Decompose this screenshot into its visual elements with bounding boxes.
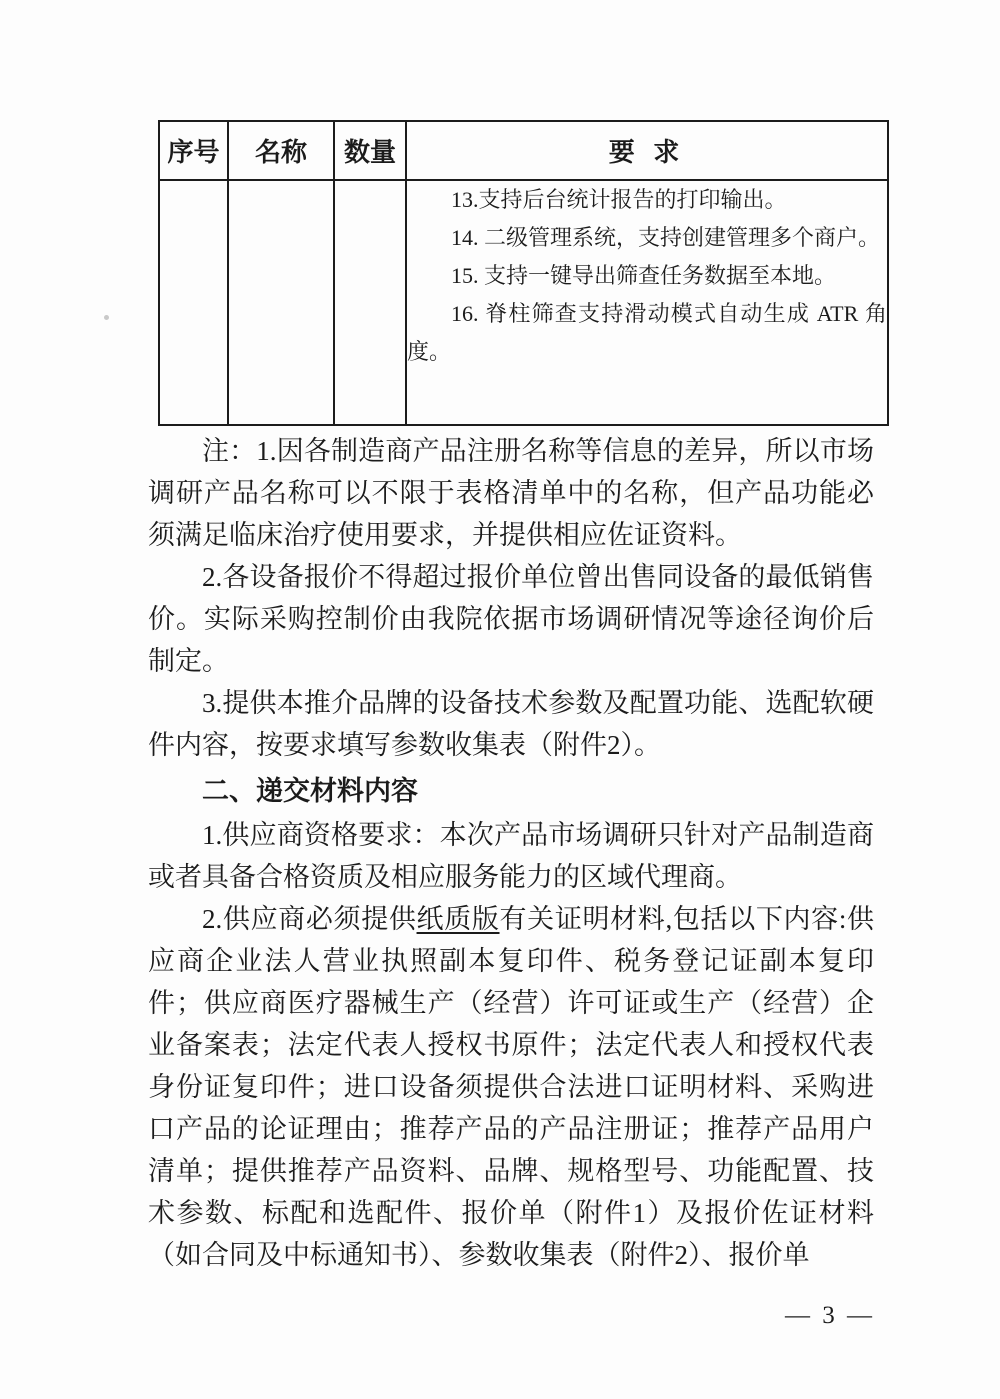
- supplier-materials-text-before: 2.供应商必须提供: [202, 904, 417, 934]
- note-paragraph-2: 2.各设备报价不得超过报价单位曾出售同设备的最低销售价。实际采购控制价由我院依据市场调研情况等途径询价后制定。: [148, 562, 874, 676]
- col-header-requirements: 要 求: [406, 121, 888, 180]
- document-body: [148, 430, 874, 1276]
- cell-qty: [334, 180, 406, 425]
- note-paragraph-3: 3.提供本推介品牌的设备技术参数及配置功能、选配软硬件内容，按要求填写参数收集表（附件2）。: [148, 688, 874, 760]
- supplier-materials-text-after: 有关证明材料,包括以下内容:供应商企业法人营业执照副本复印件、税务登记证副本复印件；供应商医疗器械生产（经营）许可证或生产（经营）企业备案表；法定代表人授权书原件；法定代表人和授权代表身份证复印件；进口设备须提供合法进口证明材料、采购进口产品的论证理由；推荐产品的产品注册证；推荐产品用户清单；提供推荐产品资料、品牌、规格型号、功能配置、技术参数、标配和选配件、报价单（附件1）及报价佐证材料（如合同及中标通知书）、参数收集表（附件2）、报价单: [148, 904, 874, 1270]
- supplier-materials-paragraph: [148, 898, 874, 1276]
- note-paragraph-1: 注：1.因各制造商产品注册名称等信息的差异，所以市场调研产品名称可以不限于表格清单中的名称，但产品功能必须满足临床治疗使用要求，并提供相应佐证资料。: [148, 436, 874, 550]
- table-header-row: [159, 121, 888, 180]
- cell-requirements: [406, 180, 888, 425]
- scan-artifact-dot: [104, 315, 109, 320]
- requirement-item-15: 15. 支持一键导出筛查任务数据至本地。: [451, 263, 837, 288]
- requirements-table: [158, 120, 889, 426]
- underlined-paper-version-text: 纸质版: [416, 904, 500, 934]
- cell-seq: [159, 180, 228, 425]
- table-row: [159, 180, 888, 425]
- requirement-item-16: 16. 脊柱筛查支持滑动模式自动生成 ATR 角度。: [407, 301, 887, 364]
- requirement-item-13: 13.支持后台统计报告的打印输出。: [451, 187, 787, 212]
- page-number: — 3 —: [785, 1302, 875, 1329]
- supplier-qualification-paragraph: 1.供应商资格要求：本次产品市场调研只针对产品制造商或者具备合格资质及相应服务能力的区域代理商。: [148, 820, 874, 892]
- col-header-name: 名称: [228, 121, 334, 180]
- requirement-item-14: 14. 二级管理系统，支持创建管理多个商户。: [451, 225, 881, 250]
- cell-name: [228, 180, 334, 425]
- section-heading: 二、递交材料内容: [202, 776, 418, 806]
- col-header-seq: 序号: [159, 121, 228, 180]
- col-header-qty: 数量: [334, 121, 406, 180]
